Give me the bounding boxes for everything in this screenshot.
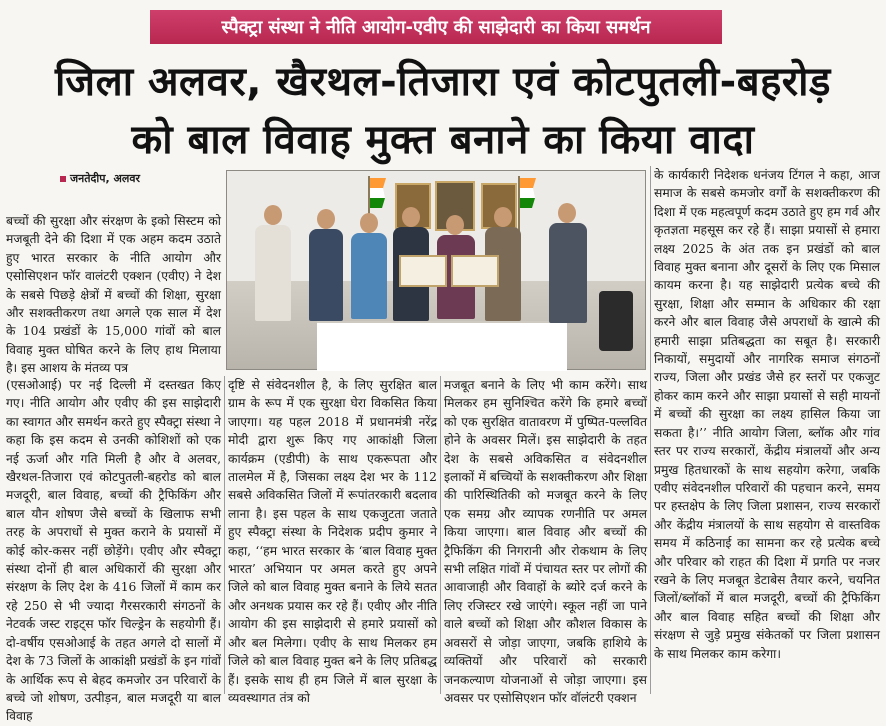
article-column-2: दृष्टि से संवेदनशील है, के लिए सुरक्षित बाल ग्राम के रूप में एक सुरक्षा घेरा विकसित किया जाएगा। यह पहल 2018 में प्रधानमंत्री नरेंद्र मोदी द्वारा शुरू किए गए आकांक्षी जिला कार्यक्रम (एडीपी) के साथ एकरूपता और तालमेल में है, जिसका लक्ष्य देश भर के 112 सबसे अविकसित जिलों में रूपांतरकारी बदलाव लाना है। इस पहल के साथ एकजुटता जताते हुए स्पैक्ट्रा संस्था के निदेशक प्रदीप कुमार ने कहा, ‘‘हम भारत सरकार के ‘बाल विवाह मुक्त भारत’ अभियान पर अमल करते हुए अपने जिले को बाल विवाह मुक्त बनाने के लिये सतत और अनथक प्रयास कर रहे हैं। एवीए और नीति आयोग की इस साझेदारी से हमारे प्रयासों को और बल मिलेगा। एवीए के साथ मिलकर हम जिले को बाल विवाह मुक्त बने के लिए प्रतिबद्ध हैं। इसके साथ ही हम जिले में बाल सुरक्षा के व्यवस्थागत तंत्र को [228, 378, 437, 705]
column-divider [440, 376, 441, 694]
byline-text: जनतेदीप, अलवर [70, 172, 140, 185]
article-column-4: के कार्यकारी निदेशक धनंजय टिंगल ने कहा, आज समाज के सबसे कमजोर वर्गों के सशक्तीकरण की दिशा में एक महत्वपूर्ण कदम उठाते हुए हम गर्व और कृतज्ञता महसूस कर रहे हैं। साझा प्रयासों से हमारा लक्ष्य 2025 के अंत तक इन प्रखंडों को बाल विवाह मुक्त बनाना और दूसरों के लिए एक मिसाल कायम करना है। यह साझेदारी प्रत्येक बच्चे की सुरक्षा, शिक्षा और सम्मान के अधिकार की रक्षा करने और बाल विवाह जैसे अपराधों के खात्मे की हमारी साझा प्रतिबद्धता का सबूत है। सरकारी निकायों, समुदायों और नागरिक समाज संगठनों राज्य, जिला और प्रखंड जैसे हर स्तरों पर एकजुट होकर काम करने और साझा प्रयासों से सही मायनों में बच्चों की सुरक्षा का लक्ष्य हासिल किया जा सकता है।’’ नीति आयोग जिला, ब्लॉक और गांव स्तर पर राज्य सरकारों, केंद्रीय मंत्रालयों और अन्य प्रमुख हितधारकों के साथ सहयोग करेगा, जबकि एवीए संवेदनशील परिवारों की पहचान करने, समय पर हस्तक्षेप के लिए जिला प्रशासन, राज्य सरकारों और केंद्रीय मंत्रालयों के साथ सहयोग से वास्तविक समय में कठिनाई का सामना कर रहे प्रत्येक बच्चे और परिवार को राहत की दिशा में प्रगति पर नजर रखने के लिए मजबूत डेटाबेस तैयार करने, चयनित जिलों/ब्लॉकों में बाल मजदूरी, बच्चों की ट्रैफिकिंग और बाल विवाह सहित बच्चों की शिक्षा और संरक्षण से जुड़े प्रमुख संकेतकों पर जिला प्रशासन के साथ मिलकर काम करेगा। [654, 168, 880, 661]
column-divider [650, 166, 651, 694]
headline-line-1: जिला अलवर, खैरथल-तिजारा एवं कोटपुतली-बहरोड़ [55, 59, 831, 105]
photo-desk [317, 321, 567, 371]
news-photo [226, 170, 646, 370]
article-column-1-top: बच्चों की सुरक्षा और संरक्षण के इको सिस्टम को मजबूती देने की दिशा में एक अहम कदम उठाते हुए भारत सरकार के नीति आयोग और एसोसिएशन फॉर वालंटरी एक्शन (एवीए) ने देश के सबसे पिछड़े क्षेत्रों में बच्चों की शिक्षा, सुरक्षा और सशक्तीकरण तथा अगले एक साल में देश के 104 प्रखंडों के 15,000 गांवों को बाल विवाह मुक्त घोषित करने के लिए हाथ मिलाया है। इस आशय के मंतव्य पत्र [6, 214, 221, 376]
byline [60, 171, 140, 186]
column-divider [224, 376, 225, 694]
article-column-1-bottom: (एसओआई) पर नई दिल्ली में दस्तखत किए गए। नीति आयोग और एवीए की इस साझेदारी का स्वागत और समर्थन करते हुए स्पैक्ट्रा संस्था ने कहा कि इस कदम से उनकी कोशिशों को एक नई ऊर्जा और गति मिली है और वे अलवर, खैरथल-तिजारा एवं कोटपुतली-बहरोड को बाल मजदूरी, बाल विवाह, बच्चों की ट्रैफिकिंग और बाल यौन शोषण जैसे बच्चों के खिलाफ सभी तरह के अपराधों से मुक्त कराने के प्रयासों में कोई कोर-कसर नहीं छोड़ेंगे। एवीए और स्पैक्ट्रा संस्था दोनों ही बाल अधिकारों की सुरक्षा और संरक्षण के लिए देश के 416 जिलों में काम कर रहे 250 से भी ज्यादा गैरसरकारी संगठनों के नेटवर्क जस्ट राइट्स फॉर चिल्ड्रेन के सहयोगी हैं। दो-वर्षीय एसओआई के तहत अगले दो सालों में देश के 73 जिलों के आकांक्षी प्रखंडों के इन गांवों के आर्थिक रूप से बेहद कमजोर उन परिवारों के बच्चे जो शोषण, उत्पीड़न, बाल मजदूरी या बाल विवाह [6, 378, 221, 724]
signed-document [399, 255, 447, 287]
article-column-3: मजबूत बनाने के लिए भी काम करेंगे। साथ मिलकर हम सुनिश्चित करेंगे कि हमारे बच्चों को एक सुरक्षित वातावरण में पुष्पित-पल्लवित होने के अवसर मिलें। इस साझेदारी के तहत देश के सबसे अविकसित व संवेदनशील इलाकों में बच्चियों के सशक्तीकरण और शिक्षा की पारिस्थितिकी को मजबूत करने के लिए एक समग्र और व्यापक रणनीति पर अमल किया जाएगा। बाल विवाह और बच्चों की ट्रैफिकिंग की निगरानी और रोकथाम के लिए सभी लक्षित गांवों में पंचायत स्तर पर लोगों की आवाजाही और विवाहों के ब्योरे दर्ज करने के लिए रजिस्टर रखे जाएंगे। स्कूल नहीं जा पाने वाले बच्चों को शिक्षा और कौशल विकास के अवसरों से जोड़ा जाएगा, जबकि हाशिये के व्यक्तियों और परिवारों को सरकारी जनकल्याण योजनाओं से जोड़ा जाएगा। इस अवसर पर एसोसिएशन फॉर वॉलंटरी एक्शन [444, 378, 647, 705]
indian-flag-icon [517, 176, 537, 236]
headline-line-2: को बाल विवाह मुक्त बनाने का किया वादा [131, 117, 755, 163]
photo-chair [599, 291, 633, 351]
bullet-icon [60, 176, 66, 182]
section-banner: स्पैक्ट्रा संस्था ने नीति आयोग-एवीए की साझेदारी का किया समर्थन [150, 10, 722, 44]
signed-document [451, 255, 499, 287]
